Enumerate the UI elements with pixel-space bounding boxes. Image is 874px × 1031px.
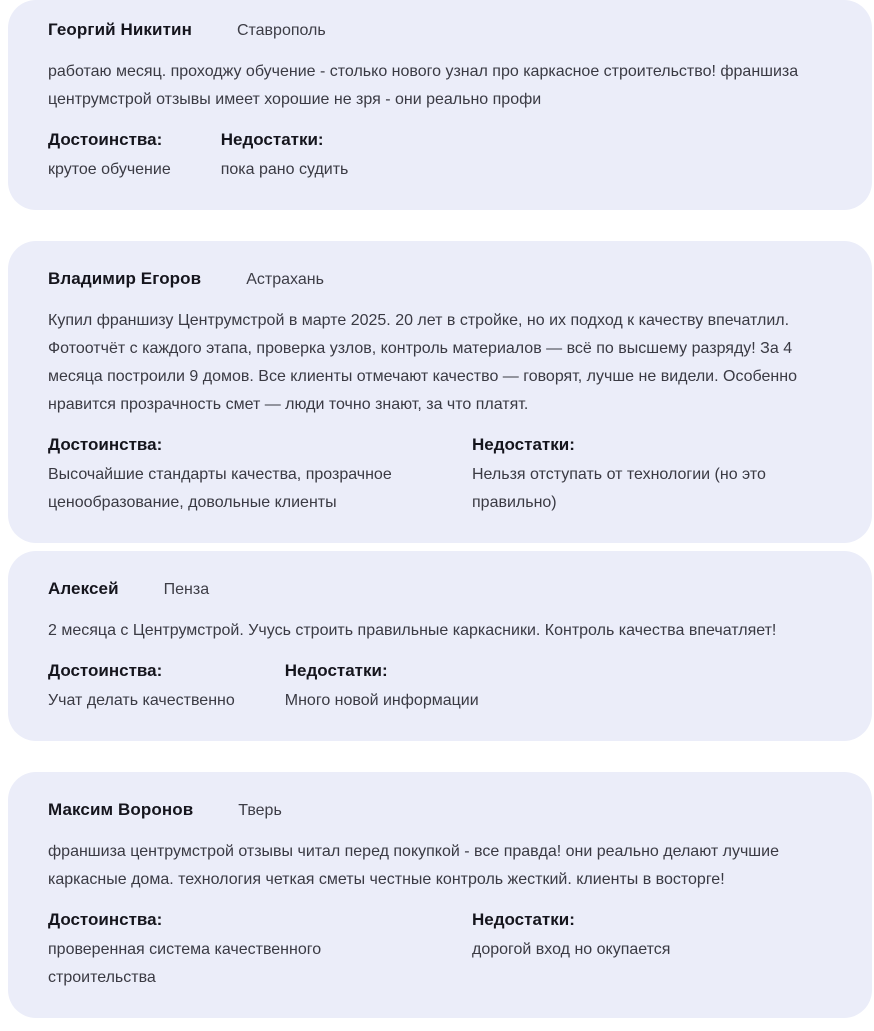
reviewer-city: Астрахань [246,271,324,288]
review-text: 2 месяца с Центрумстрой. Учусь строить правильные каркасники. Контроль качества впечатляет! [48,622,777,639]
pros-column [48,431,422,517]
cons-label: Недостатки: [472,910,575,929]
review-card [8,0,872,210]
reviewer-name: Максим Воронов [48,800,194,819]
review-card [8,241,872,543]
reviewer-name: Владимир Егоров [48,269,202,288]
pros-label: Достоинства: [48,661,163,680]
pros-cons [48,431,838,517]
pros-label: Достоинства: [48,435,163,454]
cons-column [221,126,349,184]
cons-text: Нельзя отступать от технологии (но это правильно) [472,466,766,511]
pros-text: Учат делать качественно [48,692,235,709]
cons-column [285,657,479,715]
cons-text: пока рано судить [220,161,349,178]
pros-cons [48,906,838,992]
reviewer-city: Тверь [238,802,282,819]
cons-column [472,431,838,517]
cons-text: дорогой вход но окупается [472,941,671,958]
review-card [8,551,872,741]
reviewer-city: Пенза [163,581,210,598]
cons-label: Недостатки: [472,435,575,454]
pros-label: Достоинства: [48,130,163,149]
review-card [8,772,872,1018]
pros-cons [48,126,838,184]
pros-text: Высочайшие стандарты качества, прозрачное ценообразование, довольные клиенты [48,466,392,511]
cons-column [472,906,670,992]
cons-label: Недостатки: [220,130,324,149]
pros-text: крутое обучение [48,161,171,178]
reviewer-name: Алексей [48,579,119,598]
pros-column [48,906,422,992]
reviewer-city: Ставрополь [236,22,326,39]
cons-label: Недостатки: [284,661,388,680]
cons-text: Много новой информации [284,692,479,709]
pros-column [48,126,171,184]
pros-column [48,657,235,715]
review-text: работаю месяц. проходжу обучение - столько нового узнал про каркасное строительство! франшиза центрумстрой отзывы имеет хорошие не зря - они реально профи [48,63,799,108]
review-header [48,269,838,289]
pros-text: проверенная система качественного строительства [48,941,322,986]
pros-label: Достоинства: [48,910,163,929]
pros-cons [48,657,838,715]
review-text: Купил франшизу Центрумстрой в марте 2025. 20 лет в стройке, но их подход к качеству впечатлил. Фотоотчёт с каждого этапа, проверка узлов, контроль материалов — всё по высшему разряду! За 4 месяца построили 9 домов. Все клиенты отмечают качество — говорят, лучше не видели. Особенно нравится прозрачность смет — люди точно знают, за что платят. [48,312,797,413]
review-text: франшиза центрумстрой отзывы читал перед покупкой - все правда! они реально делают лучшие каркасные дома. технология четкая сметы честные контроль жесткий. клиенты в восторге! [48,843,779,888]
review-header [48,579,838,599]
review-header [48,20,838,40]
review-header [48,800,838,820]
reviewer-name: Георгий Никитин [48,20,192,39]
